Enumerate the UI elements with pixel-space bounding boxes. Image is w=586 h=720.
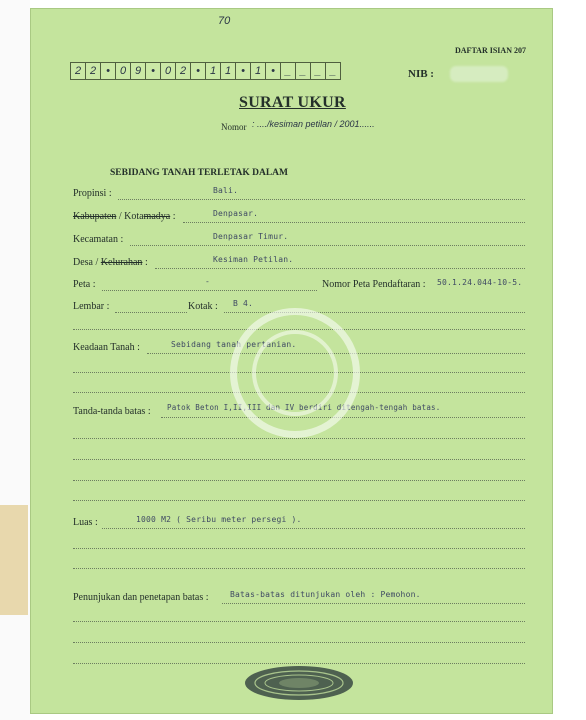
kecamatan-line	[130, 245, 525, 246]
blank-line-9	[73, 568, 525, 569]
number-box: 1	[250, 62, 265, 80]
number-box: _	[325, 62, 341, 80]
nomor-value: : ..../kesiman petilan / 2001......	[252, 119, 375, 129]
number-boxes	[70, 62, 341, 80]
penunjukan-value: Batas-batas ditunjukan oleh : Pemohon.	[230, 590, 421, 599]
bottom-emblem	[244, 664, 354, 702]
kecamatan-label: Kecamatan :	[73, 234, 124, 245]
top-handwritten-number: 70	[218, 15, 231, 27]
number-box: 1	[220, 62, 235, 80]
number-box: •	[100, 62, 115, 80]
peta-label: Peta :	[73, 279, 96, 290]
kecamatan-value: Denpasar Timur.	[213, 232, 289, 241]
keadaan-value: Sebidang tanah pertanian.	[171, 340, 297, 349]
kabupaten-label: Kabupaten / Kotamadya :	[73, 211, 176, 222]
penunjukan-line	[222, 603, 525, 604]
propinsi-line	[118, 199, 525, 200]
luas-label: Luas :	[73, 517, 98, 528]
lembar-label: Lembar :	[73, 301, 110, 312]
blank-line-7	[73, 500, 525, 501]
nomor-label: Nomor	[221, 122, 247, 132]
kabupaten-line	[183, 222, 525, 223]
number-box: _	[280, 62, 295, 80]
number-box: •	[190, 62, 205, 80]
number-box: 2	[70, 62, 85, 80]
document-title: SURAT UKUR	[239, 94, 346, 111]
number-box: 0	[160, 62, 175, 80]
watermark-seal-inner	[252, 330, 338, 416]
keadaan-label: Keadaan Tanah :	[73, 342, 140, 353]
number-box: _	[310, 62, 325, 80]
luas-line	[102, 528, 525, 529]
luas-value: 1000 M2 ( Seribu meter persegi ).	[136, 515, 302, 524]
number-box: 0	[115, 62, 130, 80]
number-box: _	[295, 62, 310, 80]
tanda-label: Tanda-tanda batas :	[73, 406, 151, 417]
desa-value: Kesiman Petilan.	[213, 255, 294, 264]
number-box: •	[235, 62, 250, 80]
kotak-label: Kotak :	[188, 301, 218, 312]
propinsi-value: Bali.	[213, 186, 239, 195]
desa-label: Desa / Kelurahan :	[73, 257, 148, 268]
blank-line-10	[73, 621, 525, 622]
lembar-line	[115, 312, 187, 313]
section-heading: SEBIDANG TANAH TERLETAK DALAM	[110, 168, 288, 178]
tanda-line	[161, 417, 525, 418]
blank-line-4	[73, 438, 525, 439]
peta-value: -	[205, 277, 211, 286]
nib-redacted	[450, 66, 508, 82]
kabupaten-value: Denpasar.	[213, 209, 259, 218]
tanda-value: Patok Beton I,II,III dan IV berdiri ditengah-tengah batas.	[167, 403, 441, 412]
nib-label: NIB :	[408, 68, 434, 80]
blank-line-8	[73, 548, 525, 549]
desa-line	[155, 268, 525, 269]
number-box: 1	[205, 62, 220, 80]
number-box: 2	[85, 62, 100, 80]
propinsi-label: Propinsi :	[73, 188, 112, 199]
tape-strip	[0, 505, 28, 615]
penunjukan-label: Penunjukan dan penetapan batas :	[73, 592, 209, 603]
nomor-peta-value: 50.1.24.044-10-5.	[437, 278, 523, 287]
blank-line-11	[73, 642, 525, 643]
blank-line-6	[73, 480, 525, 481]
blank-line-5	[73, 459, 525, 460]
number-box: •	[145, 62, 160, 80]
peta-line	[102, 290, 317, 291]
number-box: •	[265, 62, 280, 80]
number-box: 9	[130, 62, 145, 80]
number-box: 2	[175, 62, 190, 80]
form-code: DAFTAR ISIAN 207	[455, 46, 526, 55]
land-survey-form	[30, 8, 553, 714]
kotak-value: B 4.	[233, 299, 254, 308]
nomor-peta-label: Nomor Peta Pendaftaran :	[322, 279, 426, 290]
